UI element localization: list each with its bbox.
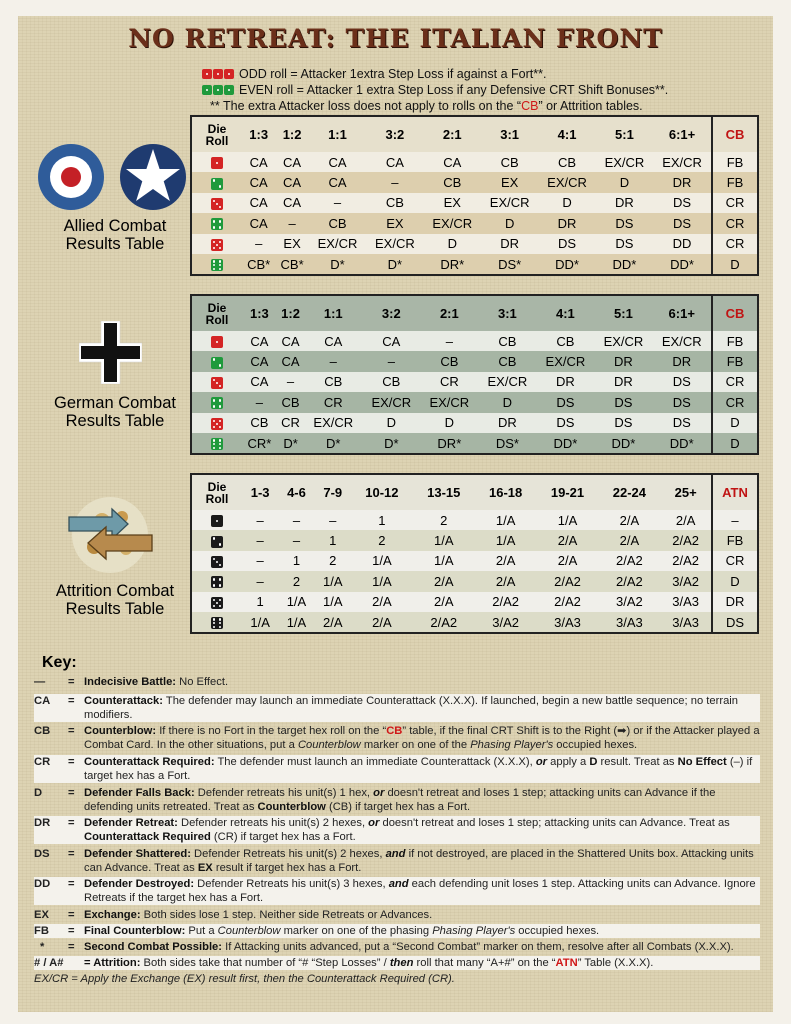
result-cell: DS* (481, 254, 538, 275)
result-cell: EX/CR (478, 372, 536, 392)
table-row (191, 234, 758, 254)
result-cell: – (277, 372, 304, 392)
table-row (191, 392, 758, 412)
german-combat-results-table (190, 294, 759, 455)
die-cell (191, 193, 242, 213)
table-row (191, 152, 758, 172)
result-cell: CR* (242, 433, 277, 454)
result-cell: – (242, 392, 277, 412)
column-header: 2:1 (424, 116, 481, 152)
die-cell (191, 551, 242, 571)
key-row-cr: CR = Counterattack Required: The defender must launch an immediate Counterattack (X.X.X), or apply a D result. Treat as No Effect (–) if target hex has a Fort. (34, 755, 760, 783)
result-cell: EX/CR (652, 331, 712, 351)
key-row-ds: DS = Defender Shattered: Defender Retreats his unit(s) 2 hexes, and if not destroyed, are placed in the Shattered Units box. Attacking units can Advance. Treat as EX result if target hex has a Fort. (34, 848, 754, 874)
result-cell: DD (653, 234, 712, 254)
column-header: 1:3 (242, 116, 275, 152)
result-cell: 3/A3 (537, 612, 599, 633)
column-header: 10-12 (351, 474, 413, 510)
key-row-excr: EX/CR = Apply the Exchange (EX) result first, then the Counterattack Required (CR). (34, 973, 455, 985)
result-cell: 1/A (315, 571, 351, 591)
result-cell: 3/A2 (475, 612, 537, 633)
column-header: 4:1 (538, 116, 595, 152)
result-cell: CB (309, 213, 366, 233)
result-cell: EX/CR (594, 331, 652, 351)
result-cell: DS (652, 372, 712, 392)
result-cell: CA (242, 193, 275, 213)
result-cell: 2 (351, 530, 413, 550)
column-header: 25+ (660, 474, 712, 510)
result-cell: CR (304, 392, 362, 412)
special-result-cell: DR (712, 592, 758, 612)
column-header: 22-24 (598, 474, 660, 510)
result-cell: DS (596, 234, 653, 254)
die-cell (191, 172, 242, 192)
result-cell: – (278, 530, 314, 550)
table-row (191, 172, 758, 192)
die-face-1-icon (211, 336, 223, 348)
result-cell: 1/A (278, 612, 314, 633)
result-cell: DD* (594, 433, 652, 454)
die-cell (191, 592, 242, 612)
result-cell: 2/A2 (537, 571, 599, 591)
result-cell: CA (277, 331, 304, 351)
result-cell: – (242, 551, 278, 571)
key-row-indecisive: — = Indecisive Battle: No Effect. (34, 676, 229, 688)
result-cell: DD* (536, 433, 594, 454)
column-header: 6:1+ (652, 295, 712, 331)
table-row (191, 193, 758, 213)
result-cell: CB (538, 152, 595, 172)
result-cell: CA (242, 172, 275, 192)
table-row (191, 213, 758, 233)
result-cell: EX/CR (304, 413, 362, 433)
result-cell: CB (304, 372, 362, 392)
column-header: 1:2 (275, 116, 308, 152)
result-cell: CB (481, 152, 538, 172)
column-header: 1:3 (242, 295, 277, 331)
result-cell: 2/A (315, 612, 351, 633)
result-cell: DR (536, 372, 594, 392)
die-face-4-icon (211, 576, 223, 588)
die-cell (191, 254, 242, 275)
special-result-cell: D (712, 413, 758, 433)
result-cell: DD* (652, 433, 712, 454)
result-cell: EX/CR (424, 213, 481, 233)
result-cell: D (481, 213, 538, 233)
result-cell: CB* (275, 254, 308, 275)
result-cell: D* (277, 433, 304, 454)
die-cell (191, 612, 242, 633)
table-row (191, 551, 758, 571)
result-cell: – (242, 510, 278, 530)
result-cell: CR (420, 372, 478, 392)
result-cell: 2/A (598, 530, 660, 550)
result-cell: 1/A (413, 551, 475, 571)
result-cell: 3/A3 (660, 612, 712, 633)
die-face-3-icon (211, 556, 223, 568)
result-cell: 1 (242, 592, 278, 612)
special-result-cell: D (712, 254, 758, 275)
special-result-cell: FB (712, 172, 758, 192)
die-face-2-icon (211, 178, 223, 190)
result-cell: 1/A (351, 551, 413, 571)
result-cell: – (304, 351, 362, 371)
balkenkreuz-icon (79, 321, 142, 384)
column-header: 1-3 (242, 474, 278, 510)
table-row (191, 510, 758, 530)
special-column-header: CB (712, 295, 758, 331)
result-cell: 1/A (475, 510, 537, 530)
column-header: 5:1 (594, 295, 652, 331)
result-cell: CB (478, 351, 536, 371)
die-cell (191, 234, 242, 254)
die-face-6-icon (211, 259, 223, 271)
result-cell: – (242, 530, 278, 550)
table-row (191, 254, 758, 275)
die-roll-header: Die Roll (191, 295, 242, 331)
die-cell (191, 571, 242, 591)
special-result-cell: CR (712, 234, 758, 254)
result-cell: – (315, 510, 351, 530)
result-cell: DR* (424, 254, 481, 275)
page-title: NO RETREAT: THE ITALIAN FRONT (128, 24, 663, 53)
result-cell: 3/A3 (598, 612, 660, 633)
result-cell: 2/A2 (598, 571, 660, 591)
result-cell: 1/A (413, 530, 475, 550)
result-cell: 1/A (315, 592, 351, 612)
result-cell: D* (309, 254, 366, 275)
result-cell: DS (653, 193, 712, 213)
result-cell: DS* (478, 433, 536, 454)
result-cell: DD* (596, 254, 653, 275)
result-cell: CA (366, 152, 423, 172)
result-cell: CB (424, 172, 481, 192)
column-header: 4-6 (278, 474, 314, 510)
column-header: 1:1 (304, 295, 362, 331)
result-cell: 2/A2 (537, 592, 599, 612)
usaaf-star-icon (120, 144, 186, 210)
result-cell: DR (538, 213, 595, 233)
result-cell: DS (538, 234, 595, 254)
special-result-cell: FB (712, 351, 758, 371)
result-cell: 2 (413, 510, 475, 530)
die-face-1-icon (211, 515, 223, 527)
result-cell: EX/CR (536, 351, 594, 371)
result-cell: DS (536, 392, 594, 412)
result-cell: EX/CR (481, 193, 538, 213)
special-column-header: CB (712, 116, 758, 152)
table-row (191, 331, 758, 351)
column-header: 1:2 (277, 295, 304, 331)
result-cell: CA (242, 372, 277, 392)
result-cell: 1/A (475, 530, 537, 550)
result-cell: CB (478, 331, 536, 351)
die-cell (191, 392, 242, 412)
result-cell: – (362, 351, 420, 371)
column-header: 16-18 (475, 474, 537, 510)
result-cell: CA (242, 351, 277, 371)
result-cell: D (424, 234, 481, 254)
result-cell: – (242, 571, 278, 591)
green-dice-icon (202, 84, 235, 98)
key-row-d: D = Defender Falls Back: Defender retreats his unit(s) 1 hex, or doesn't retreat and loses 1 step; attacking units can Advance if the defending units retreated. Treat as Counterblow (CB) if target hex has a Fort. (34, 787, 716, 813)
odd-roll-note: ODD roll = Attacker 1extra Step Loss if against a Fort**. (202, 67, 546, 82)
result-cell: – (275, 213, 308, 233)
result-cell: CA (275, 193, 308, 213)
result-cell: DD* (538, 254, 595, 275)
attrition-label: Attrition Combat Results Table (55, 582, 175, 618)
table-row (191, 612, 758, 633)
result-cell: EX/CR (596, 152, 653, 172)
die-cell (191, 530, 242, 550)
table-row (191, 530, 758, 550)
result-cell: CA (277, 351, 304, 371)
table-row (191, 351, 758, 371)
die-cell (191, 413, 242, 433)
allied-roundels (37, 143, 187, 213)
key-row-fb: FB = Final Counterblow: Put a Counterblow marker on one of the phasing Phasing Player's occupied hexes. (34, 924, 760, 938)
result-cell: 3/A2 (660, 571, 712, 591)
column-header: 4:1 (536, 295, 594, 331)
result-cell: – (242, 234, 275, 254)
result-cell: CA (242, 213, 275, 233)
result-cell: D (538, 193, 595, 213)
die-face-1-icon (211, 157, 223, 169)
result-cell: DR (594, 372, 652, 392)
result-cell: DS (594, 413, 652, 433)
column-header: 3:1 (478, 295, 536, 331)
even-roll-note: EVEN roll = Attacker 1 extra Step Loss if any Defensive CRT Shift Bonuses**. (202, 83, 668, 98)
result-cell: CB (420, 351, 478, 371)
result-cell: D* (362, 433, 420, 454)
special-result-cell: FB (712, 152, 758, 172)
die-cell (191, 213, 242, 233)
result-cell: D (596, 172, 653, 192)
die-cell (191, 351, 242, 371)
column-header: 13-15 (413, 474, 475, 510)
die-face-6-icon (211, 617, 223, 629)
result-cell: EX (275, 234, 308, 254)
result-cell: CA (304, 331, 362, 351)
result-cell: 2/A2 (598, 551, 660, 571)
die-face-2-icon (211, 536, 223, 548)
result-cell: CA (242, 331, 277, 351)
result-cell: D* (366, 254, 423, 275)
die-face-3-icon (211, 198, 223, 210)
key-row-cb: CB = Counterblow: If there is no Fort in the target hex roll on the “CB” table, if the final CRT Shift is to the Right (➡) or if the Attacker played a Combat Card. In the other situations, put a Counterblow marker on one of the Phasing Player's occupied hexes. (34, 725, 760, 751)
result-cell: 2/A2 (660, 530, 712, 550)
result-cell: 2/A (413, 592, 475, 612)
column-header: 2:1 (420, 295, 478, 331)
result-cell: CB (277, 392, 304, 412)
special-column-header: ATN (712, 474, 758, 510)
key-row-dd: DD = Defender Destroyed: Defender Retreats his unit(s) 3 hexes, and each defending unit loses 1 step. Attacking units can Advance. Ignore Retreats if the target hex has a Fort. (34, 877, 760, 905)
table-row (191, 413, 758, 433)
column-header: 7-9 (315, 474, 351, 510)
die-cell (191, 433, 242, 454)
die-face-2-icon (211, 357, 223, 369)
raf-roundel-icon (38, 144, 104, 210)
key-row-ca: CA = Counterattack: The defender may launch an immediate Counterattack (X.X.X). If launched, begin a new battle sequence; no terrain modifiers. (34, 694, 760, 722)
special-result-cell: D (712, 571, 758, 591)
result-cell: CA (275, 172, 308, 192)
special-result-cell: FB (712, 331, 758, 351)
allied-label: Allied Combat Results Table (63, 217, 167, 253)
result-cell: CR (277, 413, 304, 433)
table-row (191, 433, 758, 454)
table-row (191, 571, 758, 591)
result-cell: D (420, 413, 478, 433)
result-cell: 2 (315, 551, 351, 571)
result-cell: 1/A (537, 510, 599, 530)
result-cell: 1 (351, 510, 413, 530)
key-row-attrition: # / A# = Attrition: Both sides take that number of “# “Step Losses” / then roll that many “A+#” on the “ATN” Table (X.X.X). (34, 956, 760, 970)
special-result-cell: CR (712, 551, 758, 571)
result-cell: DR (653, 172, 712, 192)
special-result-cell: CR (712, 213, 758, 233)
result-cell: 1/A (278, 592, 314, 612)
result-cell: 2/A2 (413, 612, 475, 633)
column-header: 3:1 (481, 116, 538, 152)
result-cell: D* (304, 433, 362, 454)
result-cell: CB* (242, 254, 275, 275)
result-cell: 2/A (413, 571, 475, 591)
result-cell: CB (362, 372, 420, 392)
result-cell: CB (536, 331, 594, 351)
die-face-6-icon (211, 438, 223, 450)
result-cell: EX/CR (538, 172, 595, 192)
die-face-3-icon (211, 377, 223, 389)
result-cell: – (309, 193, 366, 213)
result-cell: EX/CR (362, 392, 420, 412)
result-cell: – (278, 510, 314, 530)
result-cell: 2/A2 (475, 592, 537, 612)
result-cell: – (366, 172, 423, 192)
die-cell (191, 372, 242, 392)
result-cell: CA (362, 331, 420, 351)
result-cell: EX/CR (366, 234, 423, 254)
result-cell: CA (275, 152, 308, 172)
result-cell: CA (309, 152, 366, 172)
result-cell: D (478, 392, 536, 412)
result-cell: 3/A2 (598, 592, 660, 612)
result-cell: EX/CR (420, 392, 478, 412)
result-cell: DR (481, 234, 538, 254)
column-header: 6:1+ (653, 116, 712, 152)
result-cell: 2/A (351, 612, 413, 633)
result-cell: 2 (278, 571, 314, 591)
special-result-cell: CR (712, 392, 758, 412)
column-header: 19-21 (537, 474, 599, 510)
result-cell: 1/A (351, 571, 413, 591)
key-heading: Key: (42, 654, 77, 671)
result-cell: EX (366, 213, 423, 233)
result-cell: 1 (315, 530, 351, 550)
special-result-cell: CR (712, 372, 758, 392)
attrition-arrows-icon (66, 497, 156, 577)
die-roll-header: Die Roll (191, 474, 242, 510)
special-result-cell: D (712, 433, 758, 454)
result-cell: DS (653, 213, 712, 233)
key-row-ex: EX = Exchange: Both sides lose 1 step. Neither side Retreats or Advances. (34, 909, 433, 921)
special-result-cell: DS (712, 612, 758, 633)
result-cell: DS (536, 413, 594, 433)
result-cell: 2/A (660, 510, 712, 530)
result-cell: – (420, 331, 478, 351)
result-cell: EX/CR (653, 152, 712, 172)
special-result-cell: – (712, 510, 758, 530)
result-cell: DR (652, 351, 712, 371)
german-label: German Combat Results Table (54, 394, 176, 430)
die-cell (191, 152, 242, 172)
result-cell: DS (596, 213, 653, 233)
result-cell: EX/CR (309, 234, 366, 254)
die-face-5-icon (211, 597, 223, 609)
red-dice-icon (202, 68, 235, 82)
die-roll-header: Die Roll (191, 116, 242, 152)
die-cell (191, 510, 242, 530)
column-header: 1:1 (309, 116, 366, 152)
result-cell: 2/A2 (660, 551, 712, 571)
key-row-dr: DR = Defender Retreat: Defender retreats his unit(s) 2 hexes, or doesn't retreat and loses 1 step; attacking units can Advance. Treat as Counterattack Required (CR) if target hex has a Fort. (34, 816, 760, 844)
table-row (191, 592, 758, 612)
special-result-cell: FB (712, 530, 758, 550)
result-cell: CA (424, 152, 481, 172)
result-cell: CB (242, 413, 277, 433)
result-cell: CA (242, 152, 275, 172)
result-cell: CB (366, 193, 423, 213)
special-result-cell: CR (712, 193, 758, 213)
result-cell: DR (594, 351, 652, 371)
result-cell: 2/A (598, 510, 660, 530)
result-cell: 2/A (537, 551, 599, 571)
result-cell: DR* (420, 433, 478, 454)
result-cell: 2/A (475, 571, 537, 591)
die-face-5-icon (211, 239, 223, 251)
column-header: 3:2 (362, 295, 420, 331)
column-header: 3:2 (366, 116, 423, 152)
table-row (191, 372, 758, 392)
result-cell: 1/A (242, 612, 278, 633)
result-cell: D (362, 413, 420, 433)
key-row-second-combat: * = Second Combat Possible: If Attacking units advanced, put a “Second Combat” marker on them, resolve after all Combats (X.X.X). (40, 941, 734, 953)
column-header: 5:1 (596, 116, 653, 152)
result-cell: DS (594, 392, 652, 412)
result-cell: EX (481, 172, 538, 192)
result-cell: 2/A (475, 551, 537, 571)
result-cell: EX (424, 193, 481, 213)
die-cell (191, 331, 242, 351)
attrition-combat-results-table (190, 473, 759, 634)
result-cell: DS (652, 413, 712, 433)
die-face-4-icon (211, 397, 223, 409)
result-cell: 3/A3 (660, 592, 712, 612)
result-cell: DD* (653, 254, 712, 275)
result-cell: DR (596, 193, 653, 213)
result-cell: 2/A (537, 530, 599, 550)
allied-combat-results-table (190, 115, 759, 276)
die-face-4-icon (211, 218, 223, 230)
footnote: ** The extra Attacker loss does not apply to rolls on the “CB” or Attrition tables. (210, 99, 643, 113)
result-cell: 2/A (351, 592, 413, 612)
result-cell: DR (478, 413, 536, 433)
result-cell: CA (309, 172, 366, 192)
result-cell: 1 (278, 551, 314, 571)
die-face-5-icon (211, 418, 223, 430)
result-cell: DS (652, 392, 712, 412)
